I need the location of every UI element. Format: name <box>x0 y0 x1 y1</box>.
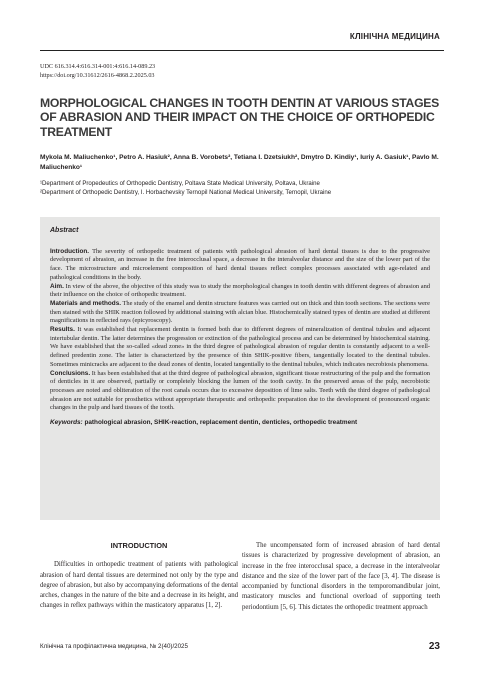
introduction-heading: INTRODUCTION <box>110 541 168 550</box>
abstract-methods: Materials and methods. The study of the enamel and dentin structure features was carried out on thick and thin tooth sections. The sections were then stained with the SHIK reaction followed by additional staining with alcian blue. Histochemically stained types of dentin are studied at different magnifications in reflected rays (epicyroscopy). <box>50 299 430 325</box>
abstract-box <box>40 217 440 520</box>
body-column-left <box>40 541 238 612</box>
abstract-results: Results. It was established that replacement dentin is formed both due to different degrees of mineralization of dentinal tubules and adjacent intertubular dentin. The latter determines the progression or extinction of the pathological process and can be determined by histochemical staining. We have established that the so-called «dead zone» in the third degree of pathological abrasion of regular dentin is constantly adjacent to a well-defined predentin zone. The latter is characterized by the presence of thin SHIK-positive fibers, tangentially located to the dentinal tubules. Sometimes minicracks are adjacent to the dead zones of dentin, located tangentially to the dentinal tubules, which indicates necrobiosis phenomena. <box>50 326 430 368</box>
article-title: MORPHOLOGICAL CHANGES IN TOOTH DENTIN AT VARIOUS STAGES OF ABRASION AND THEIR IMPACT ON THE CHOICE OF ORTHOPEDIC TREATMENT <box>40 96 440 139</box>
abstract-aim: Aim. In view of the above, the objective of this study was to study the morphological changes in tooth dentin with different degrees of abrasion and their influence on the choice of orthopedic treatment. <box>50 282 430 299</box>
journal-citation: Клінічна та профілактична медицина, № 2(40)/2025 <box>40 643 188 650</box>
page-number: 23 <box>428 641 440 652</box>
author-list: Mykola M. Maliuchenko¹, Petro A. Hasiuk², Anna B. Vorobets², Tetiana I. Dzetsiukh², Dmytro D. Kindiy¹, Iuriy A. Gasiuk¹, Pavlo M. Maliuchenko¹ <box>40 154 439 171</box>
doi-link[interactable]: https://doi.org/10.31612/2616-4868.2.2025.03 <box>40 71 155 79</box>
affiliation-1: ¹Department of Propedeutics of Orthopedic Dentistry, Poltava State Medical University, Poltava, Ukraine <box>40 180 320 187</box>
affiliation-2: ²Department of Orthopedic Dentistry, I. Horbachevsky Ternopil National Medical University, Ternopil, Ukraine <box>40 189 332 196</box>
udc-code: UDC 616.314.4:616.314-001:4:616.14-089.23 <box>40 63 156 70</box>
abstract-keywords: Keywords: pathological abrasion, SHIK-reaction, replacement dentin, denticles, orthopedic treatment <box>50 419 358 427</box>
abstract-conclusions: Conclusions. It has been established that at the third degree of pathological abrasion, significant tissue restructuring of the pulp and the formation of denticles in it are observed, partially or completely blocking the lumen of the tooth cavity. In the preserved areas of the pulp, necrobiotic processes are noted and obliteration of the root canals occurs due to excessive deposition of lime salts. Teeth with the third degree of pathological abrasion are not suitable for prosthetics without appropriate therapeutic and orthopedic preparation due to the development of pronounced organic changes in the pulp and hard tissues of the tooth. <box>50 369 430 412</box>
article-identifiers <box>40 63 155 80</box>
body-paragraph: Difficulties in orthopedic treatment of patients with pathological abrasion of hard dental tissues are determined not only by the type and degree of abrasion, but also by accompanying deformations of the dental arches, changes in the nature of the bite and a decrease in its height, and changes in reflex pathways within the masticatory apparatus [1, 2]. <box>40 561 238 610</box>
abstract-heading: Abstract <box>50 227 79 234</box>
header-rule <box>40 50 444 51</box>
body-paragraph: The uncompensated form of increased abrasion of hard dental tissues is characterized by progressive development of abrasion, an increase in the free interocclusal space, a decrease in the interalveolar distance and the size of the lower part of the face [3, 4]. The disease is accompanied by functional disorders in the temporomandibular joint, masticatory muscles and functional overload of supporting teeth periodontium [5, 6]. This dictates the orthopedic treatment approach <box>242 542 440 611</box>
abstract-introduction: Introduction. The severity of orthopedic treatment of patients with pathological abrasion of hard dental tissues is due to the progressive development of abrasion, an increase in the free interocclusal space, a decrease in the interalveolar distance and the size of the lower part of the face. The microstructure and microelement composition of hard dental tissues reflect complex processes associated with age-related and pathological conditions in the body. <box>50 247 431 281</box>
section-label: КЛІНІЧНА МЕДИЦИНА <box>349 32 440 41</box>
body-column-right <box>242 541 440 613</box>
